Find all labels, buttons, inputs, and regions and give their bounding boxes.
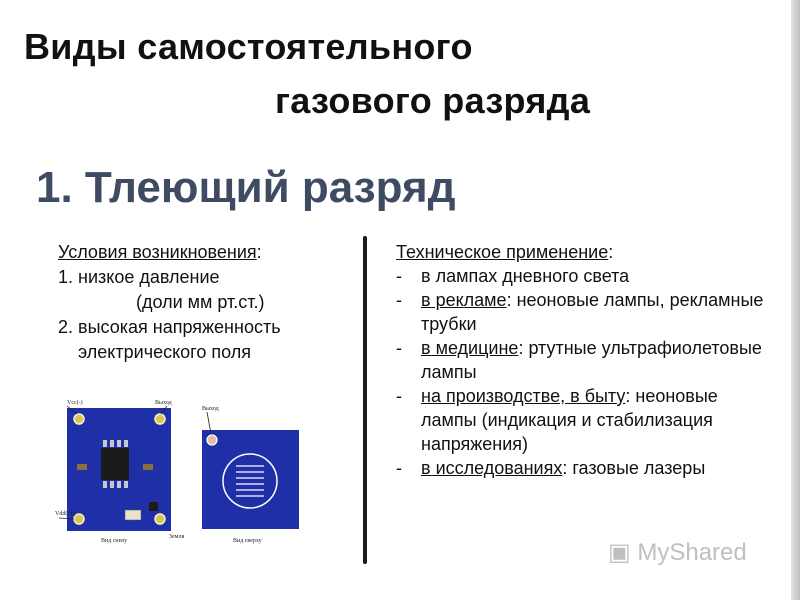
- watermark: [608, 538, 747, 567]
- application-text: [421, 384, 766, 456]
- column-divider: [363, 236, 367, 564]
- application-rest: : газовые лазеры: [562, 458, 706, 478]
- application-text: [421, 456, 766, 480]
- application-item: [396, 384, 766, 456]
- pad-icon: [155, 414, 165, 424]
- slide-title-line2: газового разряда: [275, 80, 591, 121]
- list-dash: -: [396, 266, 402, 286]
- pad-icon: [155, 514, 165, 524]
- condition-item-1: 1. низкое давление: [58, 267, 220, 287]
- sensor-board-figure: [55, 398, 310, 546]
- label-out-top: Выход: [202, 406, 219, 412]
- capacitor-icon: [125, 510, 141, 520]
- application-rest: : ртутные ультрафиолетовые лампы: [421, 338, 762, 382]
- slide-title-line1: Виды самостоятельного: [24, 26, 473, 67]
- watermark-icon: ▣: [608, 539, 631, 566]
- condition-item-2-detail: электрического поля: [78, 342, 251, 362]
- conditions-heading-suffix: :: [256, 242, 262, 262]
- application-rest: : неоновые лампы (индикация и стабилизация напряжения): [421, 386, 718, 454]
- resistor-icon: [143, 464, 153, 470]
- board-top-view: [202, 430, 299, 529]
- chip-icon: [101, 448, 129, 480]
- component-icon: [149, 502, 158, 511]
- applications-heading: Техническое применение: [396, 242, 609, 262]
- conditions-heading-row: [58, 240, 358, 265]
- resistor-icon: [77, 464, 87, 470]
- caption-top-view: Вид сверху: [233, 538, 262, 544]
- pad-icon: [74, 414, 84, 424]
- application-head: в медицине: [421, 338, 519, 358]
- application-head: на производстве, в быту: [421, 386, 626, 406]
- application-text: в лампах дневного света: [421, 266, 630, 286]
- slide-subtitle: 1. Тлеющий разряд: [36, 163, 456, 212]
- label-gnd: Земля: [169, 534, 185, 540]
- label-vcc: Vcc(-): [67, 400, 83, 406]
- list-dash: -: [396, 338, 402, 358]
- application-text: [421, 288, 766, 336]
- list-dash: -: [396, 290, 402, 310]
- list-dash: -: [396, 386, 402, 406]
- application-head: в рекламе: [421, 290, 507, 310]
- application-item: [396, 456, 766, 480]
- application-item: [396, 288, 766, 336]
- applications-heading-suffix: :: [608, 242, 614, 262]
- application-text: [421, 336, 766, 384]
- applications-block: [396, 240, 766, 480]
- list-dash: -: [396, 458, 402, 478]
- pad-icon: [207, 435, 217, 445]
- label-out: Выход: [155, 400, 172, 406]
- label-vdd: Vdd(+0): [55, 511, 76, 517]
- conditions-block: [58, 240, 358, 365]
- application-item: [396, 336, 766, 384]
- application-item: [396, 264, 766, 288]
- application-rest: : неоновые лампы, рекламные трубки: [421, 290, 764, 334]
- watermark-text: MyShared: [637, 539, 747, 566]
- condition-item-2: 2. высокая напряженность: [58, 317, 281, 337]
- caption-bottom-view: Вид снизу: [101, 538, 128, 544]
- slide-right-border: [791, 0, 800, 600]
- condition-item-1-detail: (доли мм рт.ст.): [136, 292, 265, 312]
- application-head: в исследованиях: [421, 458, 563, 478]
- applications-heading-row: [396, 240, 766, 264]
- conditions-heading: Условия возникновения: [58, 242, 257, 262]
